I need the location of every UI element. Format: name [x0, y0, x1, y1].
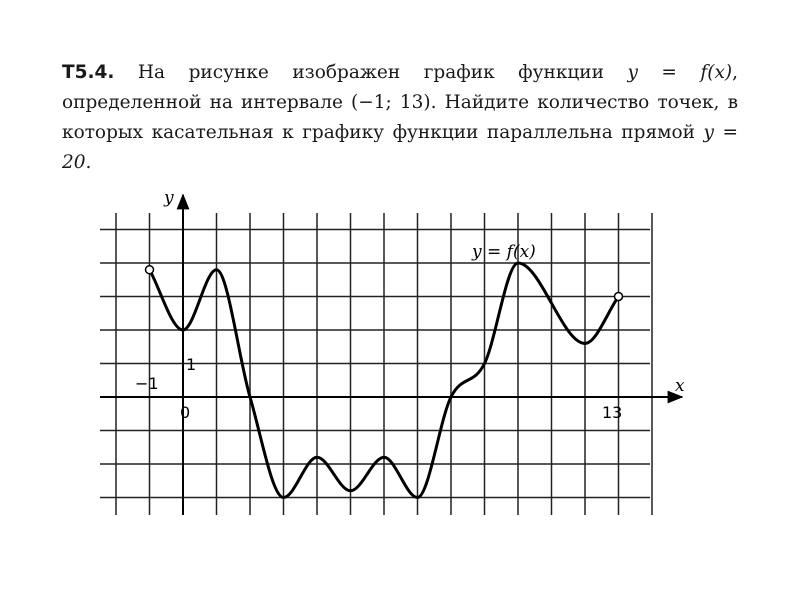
problem-number: T5.4.	[62, 62, 115, 83]
tick-label-y-one: 1	[186, 355, 197, 374]
tick-label-thirteen: 13	[602, 403, 623, 422]
problem-text-part-3: .	[85, 152, 92, 173]
tick-label-minus-one: −1	[135, 374, 159, 393]
line-equation: y = 20	[62, 122, 738, 173]
open-endpoint-right	[615, 293, 623, 301]
open-endpoint-left	[146, 266, 154, 274]
curve-label: y = f(x)	[472, 242, 536, 262]
function-notation: y = f(x)	[627, 62, 733, 83]
problem-text-part-1: На рисунке изображен график функции	[137, 62, 628, 83]
x-axis-label: x	[675, 376, 685, 396]
tick-label-origin: 0	[180, 403, 191, 422]
problem-text-part-2: , определенной на интервале (−1; 13). Найдите количество точек, в которых касательная к графику функции параллельна прямой	[62, 62, 738, 143]
y-axis-label: y	[164, 188, 174, 208]
